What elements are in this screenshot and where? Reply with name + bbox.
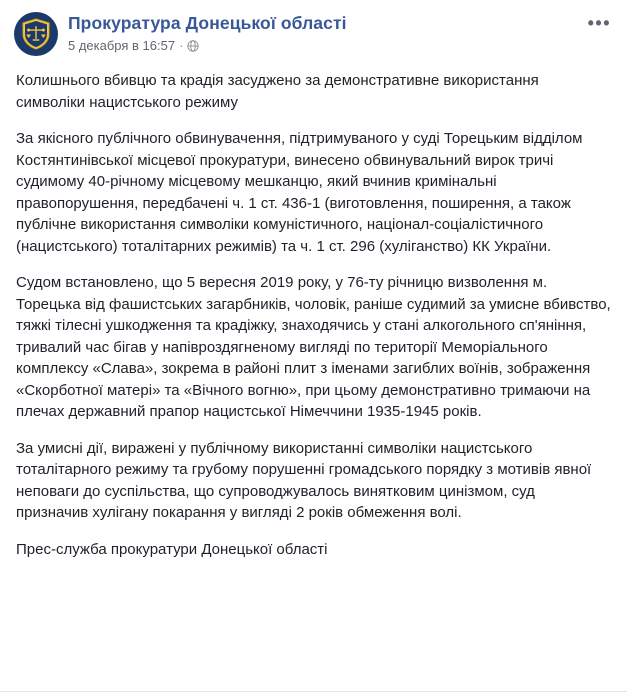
globe-icon[interactable]: [187, 40, 199, 52]
post-paragraph: Прес-служба прокуратури Донецької області: [16, 540, 328, 558]
post-paragraph: За якісного публічного обвинувачення, підтримуваного у суді Торецьким відділом Костянтинівської місцевої прокуратури, винесено обвинувальний вирок тричі судимому 40-річному місцевому мешканцю, який вчинив кримінальні правопорушення, передбачені ч. 1 ст. 436-1 (виготовлення, поширення, а також публічне використання символіки комуністичного, націонал-соціалістичного (нацистського) тоталітарних режимів) та ч. 1 ст. 296 (хуліганство) КК України.: [16, 130, 583, 255]
page-name-link[interactable]: Прокуратура Донецької області: [68, 13, 347, 33]
post-timestamp[interactable]: 5 декабря в 16:57: [68, 38, 176, 53]
avatar[interactable]: [14, 12, 58, 56]
post-paragraph: Колишнього вбивцю та крадія засуджено за демонстративне використання символіки нацистського режиму: [16, 72, 539, 111]
prosecutor-emblem-icon: [19, 17, 53, 51]
post-body: [0, 60, 627, 560]
post-header-text: [68, 12, 580, 54]
post-paragraph: Судом встановлено, що 5 вересня 2019 року, у 76-ту річницю визволення м. Торецька від фашистських загарбників, чоловік, раніше судимий за умисне вбивство, тяжкі тілесні ушкодження та крадіжку, знаходячись у стані алкогольного сп'яніння, тривалий час бігав у напівроздягненому вигляді по території Меморіального комплексу «Слава», зокрема в районі плит з іменами загиблих воїнів, зображення «Скорботної матері» та «Вічного вогню», при цьому демонстративно тримаючи на плечах державний прапор нацистської Німеччини 1935-1945 років.: [16, 274, 611, 420]
post-meta: [68, 38, 580, 54]
post-header: [0, 0, 627, 60]
post-options-button[interactable]: •••: [587, 13, 611, 33]
post-paragraph: За умисні дії, виражені у публічному використанні символіки нацистського тоталітарного режиму та грубому порушенні громадського порядку з мотивів явної неповаги до суспільства, що супроводжувалось винятковим цинізмом, суд призначив хулігану покарання у вигляді 2 років обмеження волі.: [16, 439, 592, 521]
meta-separator: ·: [179, 38, 184, 53]
